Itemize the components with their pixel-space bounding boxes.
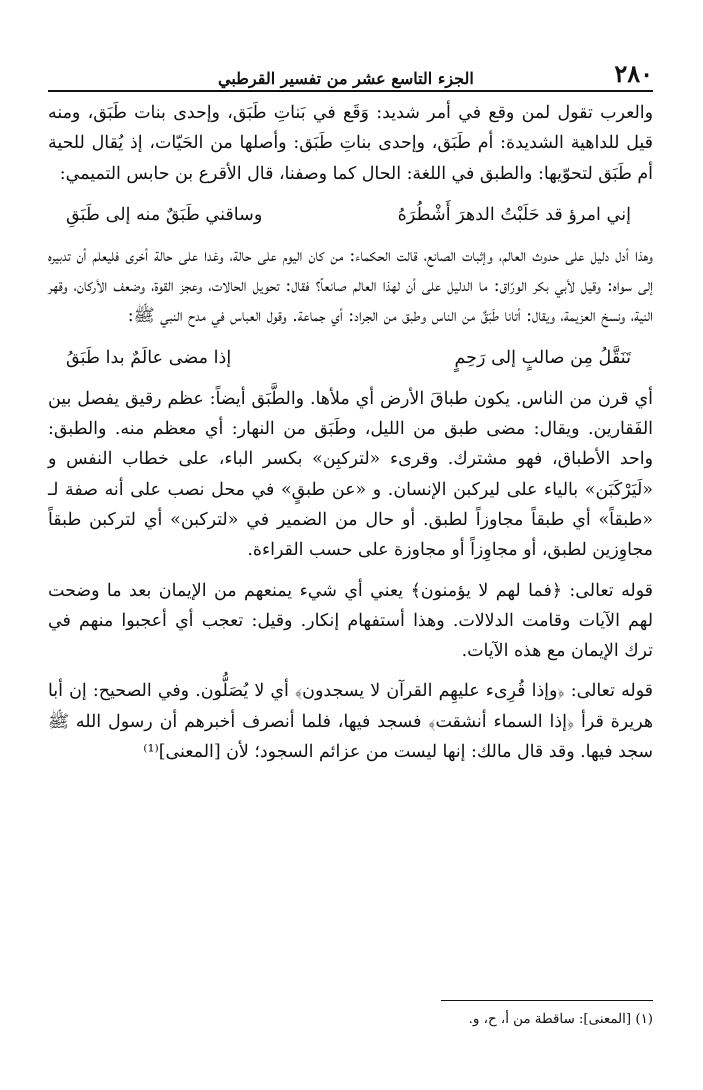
paragraph-2: وهذا أدل دليل على حدوث العالم، وإثبات الصانع، قالت الحكماء: من كان اليوم على حالة، وغدا على حالة أخرى فليعلم أن تدبيره إلى سواه: وقيل لأبي بكر الورّاق: ما الدليل على أن لهذا العالم صانعاً؟ فقال: تحويل الحالات، وعجز القوة، وضعف الأركان، وقهر النية، ونسخ العزيمة، ويقال: أتانا طَبَقٌ من الناس وطبق من الجراد: أي جماعة. وقول العباس في مدح النبي ﷺ: — [48, 245, 653, 327]
footnote: (١) [المعنى]: ساقطة من أ، ح، و. — [468, 1012, 653, 1027]
page-body — [48, 98, 653, 767]
page-header — [48, 56, 653, 92]
verse-2-second-hemistich: إذا مضى عالَمٌ بدا طَبَقُ — [66, 347, 232, 368]
paragraph-3: أي قرن من الناس. يكون طباقَ الأرض أي ملأها. والطَّبَق أيضاً: عظم رقيق يفصل بين الفَقارين. ويقال: مضى طبق من الليل، وطَبَق من النهار: أي معظم منه. والطبق: واحد الأطباق، فهو مشترك. وقرىء «لتركبِن» بكسر الباء، على خطاب النفس و «لَيَرْكَبَن» بالياء على ليركبن الإنسان. و «عن طبقٍ» في محل نصب على أنه صفة لـ «طبقاً» أي طبقاً مجاوزاً لطبق. أو حال من الضمير في «لتركبن» أي لتركبن طبقاً مجاوِزين لطبق، أو مجاوِزاً أو مجاوزة على حسب القراءة. — [48, 388, 653, 561]
verse-1-first-hemistich: إني امرؤ قد حَلَبْتُ الدهرَ أَشْطُرَهُ — [397, 204, 631, 225]
page-number: ٢٨٠ — [614, 59, 653, 88]
running-title: الجزء التاسع عشر من تفسير القرطبي — [218, 69, 474, 88]
verse-2 — [48, 332, 653, 384]
paragraph-1: والعرب تقول لمن وقع في أمر شديد: وَقَع في بَناتِ طَبَق، وإحدى بنات طَبَق، ومنه قيل للداهية الشديدة: أم طَبَق، وإحدى بناتِ طَبَق: وأصلها من الحَيّات، إذ يُقال للحية أم طَبَق لتحوّيها: والطبق في اللغة: الحال كما وصفنا، قال الأقرع بن حابس التميمي: — [48, 103, 653, 184]
paragraph-4: قوله تعالى: ﴿فما لهم لا يؤمنون﴾ يعني أي شيء يمنعهم من الإيمان بعد ما وضحت لهم الآيات وقامت الدلالات. وهذا أستفهام إنكار. وقيل: تعجب أي أعجبوا منهم في ترك الإيمان مع هذه الآيات. — [48, 580, 653, 662]
verse-2-first-hemistich: تَنَقَّلُ مِن صالبٍ إلى رَحِمٍ — [454, 347, 631, 368]
verse-1-second-hemistich: وساقني طَبَقٌ منه إلى طَبَقِ — [66, 204, 263, 225]
paragraph-5: قوله تعالى: ﴿وإذا قُرِىء عليهِم القرآن لا يسجدون﴾ أي لا يُصَلُّون. وفي الصحيح: إن أبا هريرة قرأ ﴿إذا السماء أنشقت﴾ فسجد فيها، فلما أنصرف أخبرهم أن رسول الله ﷺ سجد فيها. وقد قال مالك: إنها ليست من عزائم السجود؛ لأن [المعنى]⁽¹⁾ — [48, 681, 653, 763]
verse-1 — [48, 189, 653, 241]
footnote-divider — [441, 1000, 653, 1001]
